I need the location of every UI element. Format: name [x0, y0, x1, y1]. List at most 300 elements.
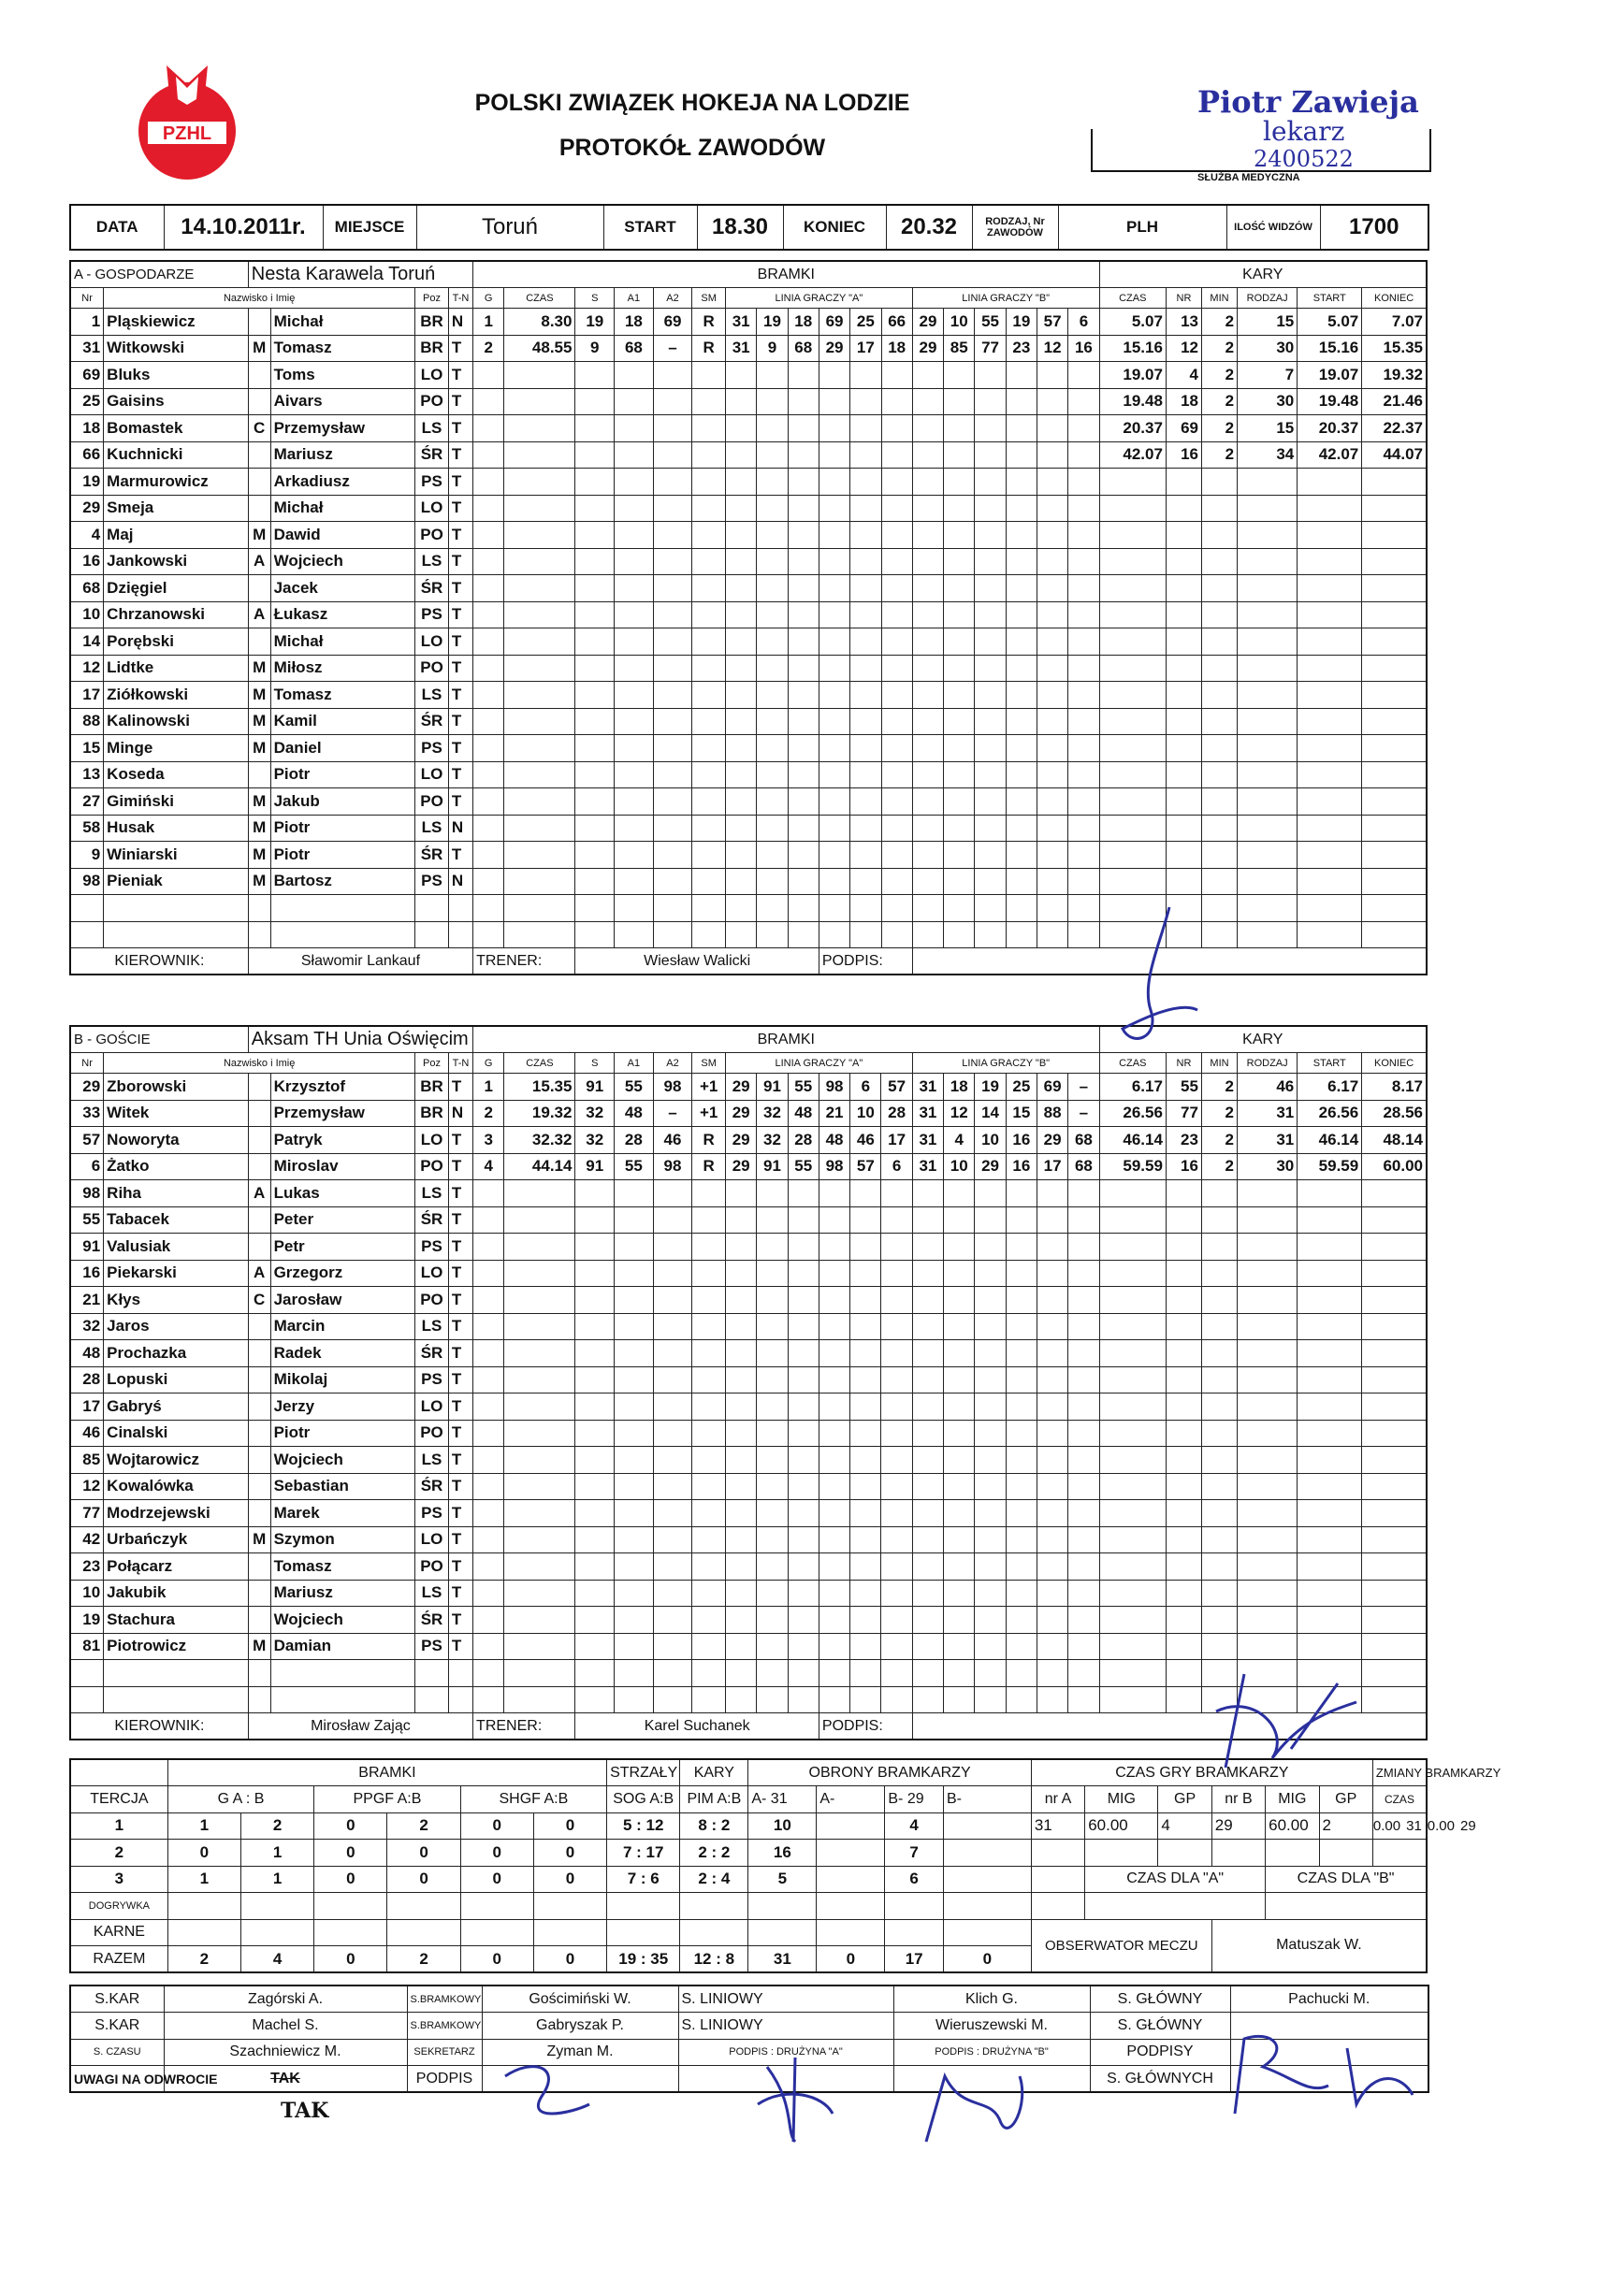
- goalie-nra: 31: [1031, 1812, 1084, 1840]
- empty-cell: [819, 1607, 849, 1634]
- table-row: [70, 1287, 1427, 1314]
- empty-cell: [757, 1180, 788, 1207]
- empty-cell: [788, 708, 819, 735]
- empty-cell: [1362, 842, 1427, 869]
- empty-cell: [788, 1234, 819, 1261]
- empty-cell: [1006, 469, 1037, 496]
- empty-cell: [788, 495, 819, 522]
- goal-cell: 3: [473, 1127, 504, 1154]
- penalty-cell: 42.07: [1298, 441, 1362, 469]
- empty-cell: [1099, 788, 1166, 816]
- table-row: [70, 1526, 1427, 1553]
- penalty-cell: 6.17: [1099, 1074, 1166, 1101]
- empty-cell: [726, 1260, 757, 1287]
- empty-cell: [944, 735, 975, 762]
- empty-cell: [757, 1660, 788, 1687]
- empty-cell: [692, 682, 726, 709]
- empty-cell: [757, 362, 788, 389]
- empty-cell: [975, 842, 1006, 869]
- empty-cell: [881, 1393, 912, 1421]
- empty-cell: [504, 1686, 575, 1713]
- empty-cell: [881, 1420, 912, 1447]
- empty-cell: [575, 1660, 615, 1687]
- empty-cell: [692, 441, 726, 469]
- empty-cell: [788, 1553, 819, 1581]
- empty-cell: [726, 1633, 757, 1660]
- empty-cell: [1037, 1287, 1067, 1314]
- player-surname: Gimiński: [104, 788, 249, 816]
- player-surname: Żatko: [104, 1153, 249, 1180]
- empty-cell: [944, 469, 975, 496]
- empty-cell: [850, 1180, 881, 1207]
- empty-cell: [575, 682, 615, 709]
- empty-cell: [912, 921, 943, 948]
- empty-cell: [1362, 655, 1427, 682]
- empty-cell: [726, 788, 757, 816]
- empty-cell: [504, 1447, 575, 1474]
- empty-cell: [1068, 895, 1099, 922]
- empty-cell: [1372, 1840, 1427, 1867]
- empty-cell: [1238, 1313, 1298, 1340]
- empty-cell: [1362, 1260, 1427, 1287]
- summary-table: [69, 1758, 1501, 1973]
- penalty-cell: 12: [1166, 335, 1201, 362]
- empty-cell: [1201, 1447, 1237, 1474]
- empty-cell: [1006, 388, 1037, 415]
- obrony-a2: [817, 1812, 885, 1840]
- empty-cell: [387, 1919, 460, 1946]
- empty-cell: [1037, 842, 1067, 869]
- empty-cell: [1068, 1633, 1099, 1660]
- place-label: MIEJSCE: [323, 205, 416, 250]
- empty-cell: [1298, 601, 1362, 628]
- player-firstname: Aivars: [270, 388, 415, 415]
- empty-cell: [1298, 868, 1362, 895]
- empty-cell: [819, 522, 849, 549]
- empty-cell: [653, 601, 692, 628]
- empty-cell: [975, 895, 1006, 922]
- empty-cell: [757, 1686, 788, 1713]
- player-position: LS: [415, 415, 449, 442]
- empty-cell: [1238, 655, 1298, 682]
- penalty-cell: 77: [1166, 1100, 1201, 1127]
- empty-cell: [1201, 682, 1237, 709]
- goal-cell: 8.30: [504, 309, 575, 336]
- penalty-cell: 34: [1238, 441, 1298, 469]
- empty-cell: [757, 1234, 788, 1261]
- empty-cell: [504, 1260, 575, 1287]
- empty-cell: [1006, 1526, 1037, 1553]
- player-surname: Jaros: [104, 1313, 249, 1340]
- empty-cell: [944, 682, 975, 709]
- player-firstname: Piotr: [270, 1420, 415, 1447]
- empty-cell: [881, 415, 912, 442]
- empty-cell: [504, 1580, 575, 1607]
- subheader: LINIA GRACZY "A": [726, 1053, 913, 1074]
- stat-a: 0: [314, 1812, 387, 1840]
- empty-cell: [248, 1686, 270, 1713]
- player-surname: Prochazka: [104, 1340, 249, 1367]
- player-firstname: Michał: [270, 495, 415, 522]
- player-firstname: Tomasz: [270, 335, 415, 362]
- player-number: 57: [70, 1127, 104, 1154]
- empty-cell: [1166, 815, 1201, 842]
- empty-cell: [692, 1180, 726, 1207]
- empty-cell: [944, 495, 975, 522]
- goal-cell: R: [692, 1127, 726, 1154]
- stat-b: 0: [387, 1866, 460, 1893]
- player-tn: T: [448, 362, 472, 389]
- empty-cell: [575, 1447, 615, 1474]
- empty-cell: [1238, 1180, 1298, 1207]
- empty-cell: [1238, 1580, 1298, 1607]
- stat-b: 0: [533, 1866, 606, 1893]
- player-number: 58: [70, 815, 104, 842]
- empty-cell: [692, 655, 726, 682]
- player-firstname: Radek: [270, 1340, 415, 1367]
- empty-cell: [881, 575, 912, 602]
- empty-cell: [1037, 469, 1067, 496]
- player-number: 85: [70, 1447, 104, 1474]
- zmiany-cell: 0.00 31 0.00 29: [1372, 1812, 1427, 1840]
- empty-cell: [473, 1660, 504, 1687]
- goal-cell: 19: [757, 309, 788, 336]
- subheader: Poz: [415, 1053, 449, 1074]
- empty-cell: [726, 1340, 757, 1367]
- empty-cell: [1006, 842, 1037, 869]
- empty-cell: [504, 495, 575, 522]
- goal-cell: 19: [575, 309, 615, 336]
- player-tn: T: [448, 842, 472, 869]
- empty-cell: [1266, 1840, 1319, 1867]
- player-surname: Pląskiewicz: [104, 309, 249, 336]
- empty-cell: [1037, 548, 1067, 575]
- player-number: 25: [70, 388, 104, 415]
- goal-cell: 98: [819, 1153, 849, 1180]
- obrony-b: 7: [885, 1840, 944, 1867]
- empty-cell: [975, 441, 1006, 469]
- empty-cell: [653, 1393, 692, 1421]
- empty-cell: [473, 1420, 504, 1447]
- player-position: PO: [415, 1287, 449, 1314]
- empty-cell: [1006, 1180, 1037, 1207]
- empty-cell: [1201, 1340, 1237, 1367]
- empty-cell: [575, 495, 615, 522]
- penalty-cell: 19.48: [1298, 388, 1362, 415]
- empty-cell: [1298, 1260, 1362, 1287]
- player-surname: Koseda: [104, 761, 249, 788]
- empty-cell: [944, 522, 975, 549]
- subheader: START: [1298, 288, 1362, 309]
- empty-cell: [881, 522, 912, 549]
- empty-cell: [415, 895, 449, 922]
- empty-cell: [1166, 1180, 1201, 1207]
- empty-cell: [504, 548, 575, 575]
- empty-cell: [692, 895, 726, 922]
- goal-cell: 19: [1006, 309, 1037, 336]
- svg-text:PZHL: PZHL: [162, 123, 212, 144]
- razem-obrony: 0: [943, 1946, 1031, 1973]
- empty-cell: [726, 1607, 757, 1634]
- subheader: nr B: [1211, 1786, 1265, 1813]
- empty-cell: [748, 1919, 817, 1946]
- empty-cell: [850, 815, 881, 842]
- subheader: START: [1298, 1053, 1362, 1074]
- subheader: B- 29: [885, 1786, 944, 1813]
- empty-cell: [1166, 1607, 1201, 1634]
- goal-cell: 68: [615, 335, 654, 362]
- obrony-a: 5: [748, 1866, 817, 1893]
- empty-cell: [944, 921, 975, 948]
- subheader: MIG: [1085, 1786, 1158, 1813]
- empty-cell: [726, 842, 757, 869]
- empty-cell: [607, 1919, 680, 1946]
- empty-cell: [944, 1206, 975, 1234]
- empty-cell: [692, 1500, 726, 1527]
- empty-cell: [850, 921, 881, 948]
- empty-cell: [850, 868, 881, 895]
- empty-cell: [757, 628, 788, 656]
- empty-cell: [881, 1260, 912, 1287]
- empty-cell: [975, 708, 1006, 735]
- player-role: [248, 309, 270, 336]
- razem-label: RAZEM: [70, 1946, 167, 1973]
- empty-cell: [1201, 735, 1237, 762]
- empty-cell: [726, 1313, 757, 1340]
- table-row: [70, 761, 1427, 788]
- player-position: LS: [415, 682, 449, 709]
- empty-cell: [975, 1287, 1006, 1314]
- empty-cell: [757, 895, 788, 922]
- empty-cell: [850, 895, 881, 922]
- goal-cell: 98: [819, 1074, 849, 1101]
- empty-cell: [1166, 575, 1201, 602]
- empty-cell: [850, 1366, 881, 1393]
- empty-cell: [1238, 1366, 1298, 1393]
- razem-obrony: 31: [748, 1946, 817, 1973]
- penalty-cell: 19.32: [1362, 362, 1427, 389]
- empty-cell: [653, 708, 692, 735]
- empty-cell: [1166, 1393, 1201, 1421]
- empty-cell: [881, 1660, 912, 1687]
- empty-cell: [1099, 1180, 1166, 1207]
- empty-cell: [1099, 1500, 1166, 1527]
- goal-cell: 55: [615, 1074, 654, 1101]
- empty-cell: [819, 1500, 849, 1527]
- player-number: 12: [70, 655, 104, 682]
- obrony-a: 10: [748, 1812, 817, 1840]
- penalty-cell: 2: [1201, 309, 1237, 336]
- player-firstname: Damian: [270, 1633, 415, 1660]
- goal-cell: 18: [788, 309, 819, 336]
- goal-cell: 29: [912, 335, 943, 362]
- goal-cell: 2: [473, 1100, 504, 1127]
- penalty-cell: 42.07: [1099, 441, 1166, 469]
- player-number: 10: [70, 601, 104, 628]
- empty-cell: [944, 761, 975, 788]
- goal-cell: 25: [1006, 1074, 1037, 1101]
- goal-cell: 18: [615, 309, 654, 336]
- empty-cell: [944, 1447, 975, 1474]
- player-tn: N: [448, 815, 472, 842]
- empty-cell: [788, 1607, 819, 1634]
- player-firstname: Wojciech: [270, 1607, 415, 1634]
- empty-cell: [757, 1526, 788, 1553]
- obrony-a2: [817, 1840, 885, 1867]
- tercja: 3: [70, 1866, 167, 1893]
- empty-cell: [1201, 1366, 1237, 1393]
- empty-cell: [1298, 628, 1362, 656]
- empty-cell: [615, 1234, 654, 1261]
- empty-cell: [692, 708, 726, 735]
- empty-cell: [1362, 708, 1427, 735]
- empty-cell: [692, 815, 726, 842]
- empty-cell: [653, 921, 692, 948]
- empty-cell: [1006, 415, 1037, 442]
- empty-cell: [1362, 815, 1427, 842]
- official-cell: Zyman M.: [482, 2039, 678, 2066]
- penalty-cell: 15.16: [1298, 335, 1362, 362]
- empty-cell: [473, 868, 504, 895]
- goal-cell: 29: [975, 1153, 1006, 1180]
- empty-cell: [1362, 1206, 1427, 1234]
- player-number: 46: [70, 1420, 104, 1447]
- empty-cell: [788, 788, 819, 816]
- empty-cell: [1298, 575, 1362, 602]
- empty-cell: [692, 735, 726, 762]
- empty-cell: [1238, 1473, 1298, 1500]
- player-role: [248, 1473, 270, 1500]
- empty-cell: [1238, 1393, 1298, 1421]
- empty-cell: [1298, 1553, 1362, 1581]
- player-number: 23: [70, 1553, 104, 1581]
- player-number: 68: [70, 575, 104, 602]
- empty-cell: [473, 1580, 504, 1607]
- empty-cell: [504, 655, 575, 682]
- empty-cell: [575, 522, 615, 549]
- empty-cell: [912, 735, 943, 762]
- empty-cell: [473, 921, 504, 948]
- penalty-cell: 2: [1201, 1074, 1237, 1101]
- empty-cell: [653, 388, 692, 415]
- empty-cell: [1037, 1500, 1067, 1527]
- empty-cell: [788, 842, 819, 869]
- empty-cell: [615, 522, 654, 549]
- empty-cell: [788, 1447, 819, 1474]
- empty-cell: [1201, 495, 1237, 522]
- empty-cell: [1068, 522, 1099, 549]
- goal-cell: 55: [975, 309, 1006, 336]
- empty-cell: [1006, 788, 1037, 816]
- empty-cell: [881, 1206, 912, 1234]
- signature-druzyna-a: [739, 2048, 851, 2151]
- empty-cell: [1166, 1500, 1201, 1527]
- player-number: 31: [70, 335, 104, 362]
- empty-cell: [653, 1660, 692, 1687]
- empty-cell: [575, 788, 615, 816]
- empty-cell: [819, 735, 849, 762]
- empty-cell: [881, 1473, 912, 1500]
- end-value: 20.32: [886, 205, 972, 250]
- pzhl-logo: [129, 56, 245, 181]
- empty-cell: [504, 441, 575, 469]
- empty-cell: [653, 1686, 692, 1713]
- player-surname: Winiarski: [104, 842, 249, 869]
- empty-cell: [881, 1180, 912, 1207]
- empty-cell: [1037, 628, 1067, 656]
- podpis-label: PODPIS:: [819, 1713, 912, 1740]
- empty-cell: [912, 1260, 943, 1287]
- empty-cell: [473, 815, 504, 842]
- official-cell: PODPISY: [1090, 2039, 1230, 2066]
- player-firstname: Mariusz: [270, 441, 415, 469]
- empty-cell: [504, 601, 575, 628]
- empty-cell: [726, 708, 757, 735]
- player-surname: Stachura: [104, 1607, 249, 1634]
- empty-cell: [653, 868, 692, 895]
- player-surname: Jakubik: [104, 1580, 249, 1607]
- empty-cell: [1166, 469, 1201, 496]
- empty-cell: [1201, 1473, 1237, 1500]
- player-role: [248, 761, 270, 788]
- goal-cell: 88: [1037, 1100, 1067, 1127]
- player-tn: T: [448, 1580, 472, 1607]
- empty-cell: [1006, 895, 1037, 922]
- empty-cell: [726, 655, 757, 682]
- empty-cell: [1099, 708, 1166, 735]
- empty-cell: [1099, 761, 1166, 788]
- subheader: T-N: [448, 1053, 472, 1074]
- penalty-cell: 30: [1238, 1153, 1298, 1180]
- obrony-header: OBRONY BRAMKARZY: [748, 1759, 1032, 1786]
- empty-cell: [850, 1393, 881, 1421]
- empty-cell: [1238, 868, 1298, 895]
- table-row: [70, 601, 1427, 628]
- empty-cell: [1166, 868, 1201, 895]
- player-role: M: [248, 1526, 270, 1553]
- player-firstname: Michał: [270, 628, 415, 656]
- empty-cell: [1201, 1607, 1237, 1634]
- player-position: ŚR: [415, 1206, 449, 1234]
- empty-cell: [1298, 1393, 1362, 1421]
- empty-cell: [757, 842, 788, 869]
- penalty-cell: 5.07: [1298, 309, 1362, 336]
- empty-cell: [1068, 415, 1099, 442]
- empty-cell: [504, 1420, 575, 1447]
- empty-cell: [975, 1180, 1006, 1207]
- empty-cell: [1201, 708, 1237, 735]
- empty-cell: [1201, 1234, 1237, 1261]
- empty-cell: [1037, 441, 1067, 469]
- goal-cell: 17: [850, 335, 881, 362]
- empty-cell: [944, 708, 975, 735]
- player-tn: T: [448, 495, 472, 522]
- widzow-label: ILOŚĆ WIDZÓW: [1226, 205, 1320, 250]
- player-firstname: Mikolaj: [270, 1366, 415, 1393]
- empty-cell: [1201, 628, 1237, 656]
- empty-cell: [1099, 1206, 1166, 1234]
- goalie-nrb: 29: [1211, 1812, 1265, 1840]
- goal-cell: 31: [912, 1100, 943, 1127]
- empty-cell: [788, 1313, 819, 1340]
- subheader: MIN: [1201, 288, 1237, 309]
- empty-cell: [1006, 548, 1037, 575]
- empty-cell: [653, 1287, 692, 1314]
- empty-cell: [504, 1526, 575, 1553]
- penalty-cell: 2: [1201, 441, 1237, 469]
- empty-cell: [850, 415, 881, 442]
- goal-cell: 28: [615, 1127, 654, 1154]
